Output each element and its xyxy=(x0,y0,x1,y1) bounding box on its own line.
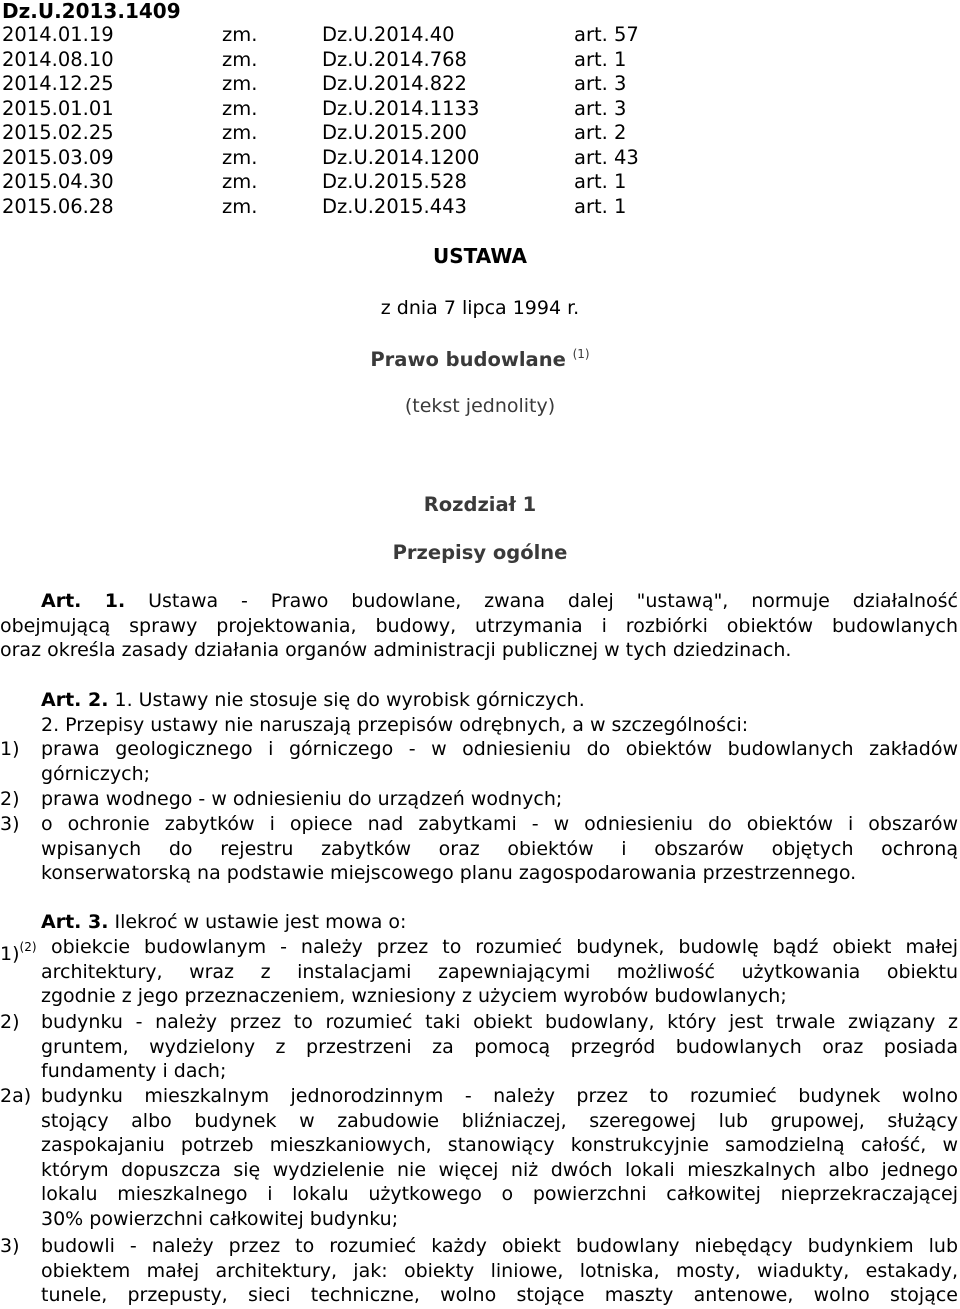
article-2-item-3 xyxy=(0,812,958,886)
article-1-label: Art. 1. xyxy=(41,590,126,612)
item-line: tunele, przepusty, sieci techniczne, wolno stojące maszty antenowe, wolno stojące xyxy=(41,1284,958,1306)
article-2-paragraph-2-text: Przepisy ustawy nie naruszają przepisów odrębnych, a w szczególności: xyxy=(59,714,749,736)
amendment-article: art. 1 xyxy=(574,47,627,71)
article-2-item-1 xyxy=(0,737,958,786)
item-line: którym dopuszcza się wydzielenie nie więcej niż dwóch lokali mieszkalnych albo jednego xyxy=(41,1158,958,1181)
amendment-date: 2015.01.01 xyxy=(2,96,114,120)
item-line: konserwatorską na podstawie miejscowego planu zagospodarowania przestrzennego. xyxy=(41,862,857,884)
article-1-text: Ustawa - Prawo budowlane, zwana dalej "ustawą", normuje działalność xyxy=(125,590,958,612)
article-3-item-3 xyxy=(0,1234,958,1308)
item-line: budynku mieszkalnym jednorodzinnym - należy przez to rozumieć budynek wolno xyxy=(41,1085,958,1107)
amendment-type: zm. xyxy=(222,96,258,120)
amendment-type: zm. xyxy=(222,170,258,193)
amendment-reference: Dz.U.2015.200 xyxy=(322,121,467,144)
amendment-row xyxy=(2,23,662,48)
act-type-heading: USTAWA xyxy=(433,244,527,268)
item-number: 1) xyxy=(0,738,20,760)
item-number: 3) xyxy=(0,813,20,835)
amendment-row xyxy=(2,97,662,122)
article-1 xyxy=(0,589,958,663)
item-line: gruntem, wydzielony z przestrzeni za pomocą przegród budowlanych oraz posiada xyxy=(41,1035,958,1058)
amendment-date: 2014.12.25 xyxy=(2,72,114,95)
amendment-date: 2015.04.30 xyxy=(2,170,114,193)
amendment-type: zm. xyxy=(222,47,258,71)
item-line: budynku - należy przez to rozumieć taki obiekt budowlany, który jest trwale związany z xyxy=(41,1011,958,1033)
amendment-article: art. 2 xyxy=(574,121,627,144)
act-name xyxy=(0,341,960,373)
amendment-type: zm. xyxy=(222,23,258,46)
item-line: zgodnie z jego przeznaczeniem, wzniesiony z użyciem wyrobów budowlanych; xyxy=(41,985,787,1007)
amendment-row xyxy=(2,48,662,73)
amendment-row xyxy=(2,170,662,195)
amendments-table xyxy=(2,23,662,219)
amendment-date: 2015.02.25 xyxy=(2,121,114,144)
article-3-item-1 xyxy=(0,935,958,1009)
amendment-row xyxy=(2,195,662,220)
item-line: obiektem małej architektury, jak: obiekty liniowe, lotniska, mosty, wiadukty, estakady, xyxy=(41,1259,958,1282)
act-date: z dnia 7 lipca 1994 r. xyxy=(380,297,580,319)
item-line: wpisanych do rejestru zabytków oraz obiektów i obszarów objętych ochroną xyxy=(41,837,958,860)
item-line: architektury, wraz z instalacjami zapewniającymi możliwość użytkowania obiektu xyxy=(41,960,958,983)
footnote-marker: (2) xyxy=(19,940,37,954)
amendment-type: zm. xyxy=(222,72,258,95)
amendment-article: art. 1 xyxy=(574,194,627,218)
amendment-reference: Dz.U.2015.443 xyxy=(322,194,467,218)
article-1-line xyxy=(0,589,958,614)
amendment-date: 2014.01.19 xyxy=(2,23,114,46)
amendment-reference: Dz.U.2014.1133 xyxy=(322,96,480,120)
amendment-type: zm. xyxy=(222,145,258,169)
article-3-intro-text: Ilekroć w ustawie jest mowa o: xyxy=(108,911,407,933)
amendment-reference: Dz.U.2014.40 xyxy=(322,23,455,46)
article-3-label: Art. 3. xyxy=(41,911,109,933)
act-edition: (tekst jednolity) xyxy=(404,395,556,417)
item-line: górniczych; xyxy=(41,762,151,785)
item-line: lokalu mieszkalnego i lokalu użytkowego o powierzchni całkowitej nieprzekraczającej xyxy=(41,1183,958,1205)
amendment-row xyxy=(2,121,662,146)
amendment-date: 2014.08.10 xyxy=(2,47,114,71)
article-2-paragraph-2-number: 2. xyxy=(41,714,60,736)
amendment-article: art. 43 xyxy=(574,145,639,169)
amendment-reference: Dz.U.2014.822 xyxy=(322,72,467,95)
item-number: 2) xyxy=(0,1011,20,1033)
article-2-paragraph-1-text: 1. Ustawy nie stosuje się do wyrobisk górniczych. xyxy=(108,689,585,711)
article-3-intro xyxy=(0,910,958,935)
item-number: 2a) xyxy=(0,1085,32,1107)
amendment-article: art. 3 xyxy=(574,96,627,120)
amendment-article: art. 1 xyxy=(574,170,627,193)
item-number-text: 1) xyxy=(0,943,20,965)
article-3-item-2a xyxy=(0,1084,958,1231)
amendment-type: zm. xyxy=(222,121,258,144)
amendment-row xyxy=(2,72,662,97)
amendment-reference: Dz.U.2014.768 xyxy=(322,47,467,71)
article-1-line: obejmującą sprawy projektowania, budowy, utrzymania i rozbiórki obiektów budowlanych xyxy=(0,614,958,637)
item-line: 30% powierzchni całkowitej budynku; xyxy=(41,1207,399,1230)
article-1-line: oraz określa zasady działania organów administracji publicznej w tych dziedzinach. xyxy=(0,639,792,661)
amendment-article: art. 57 xyxy=(574,23,639,46)
amendment-row xyxy=(2,146,662,171)
article-2-item-2 xyxy=(0,787,958,812)
document-identifier: Dz.U.2013.1409 xyxy=(2,0,181,23)
item-number: 2) xyxy=(0,788,20,810)
amendment-article: art. 3 xyxy=(574,72,627,95)
item-line: o ochronie zabytków i opiece nad zabytkami - w odniesieniu do obiektów i obszarów xyxy=(41,813,958,835)
footnote-marker: (1) xyxy=(572,347,590,361)
act-name-text: Prawo budowlane xyxy=(370,348,566,371)
amendment-date: 2015.03.09 xyxy=(2,145,114,169)
amendment-date: 2015.06.28 xyxy=(2,194,114,218)
item-number xyxy=(0,935,37,967)
item-line: prawa wodnego - w odniesieniu do urządzeń wodnych; xyxy=(41,788,563,810)
article-2-paragraph-2 xyxy=(0,713,958,738)
amendment-type: zm. xyxy=(222,194,258,218)
chapter-title: Przepisy ogólne xyxy=(392,541,568,564)
item-line: prawa geologicznego i górniczego - w odniesieniu do obiektów budowlanych zakładów xyxy=(41,738,958,760)
amendment-reference: Dz.U.2015.528 xyxy=(322,170,467,193)
chapter-label: Rozdział 1 xyxy=(423,493,537,516)
item-number: 3) xyxy=(0,1235,20,1257)
amendment-reference: Dz.U.2014.1200 xyxy=(322,145,480,169)
article-3-item-2 xyxy=(0,1010,958,1084)
item-line: zaspokajaniu potrzeb mieszkaniowych, stanowiący konstrukcyjnie samodzielną całość, w xyxy=(41,1134,958,1156)
item-line: obiekcie budowlanym - należy przez to rozumieć budynek, budowlę bądź obiekt małej xyxy=(51,936,958,958)
item-line: fundamenty i dach; xyxy=(41,1060,227,1082)
item-line: budowli - należy przez to rozumieć każdy obiekt budowlany niebędący budynkiem lub xyxy=(41,1235,958,1257)
item-line: stojący albo budynek w zabudowie bliźniaczej, szeregowej lub grupowej, służący xyxy=(41,1109,958,1132)
article-2-label: Art. 2. xyxy=(41,689,109,711)
article-2-paragraph-1 xyxy=(0,688,958,713)
